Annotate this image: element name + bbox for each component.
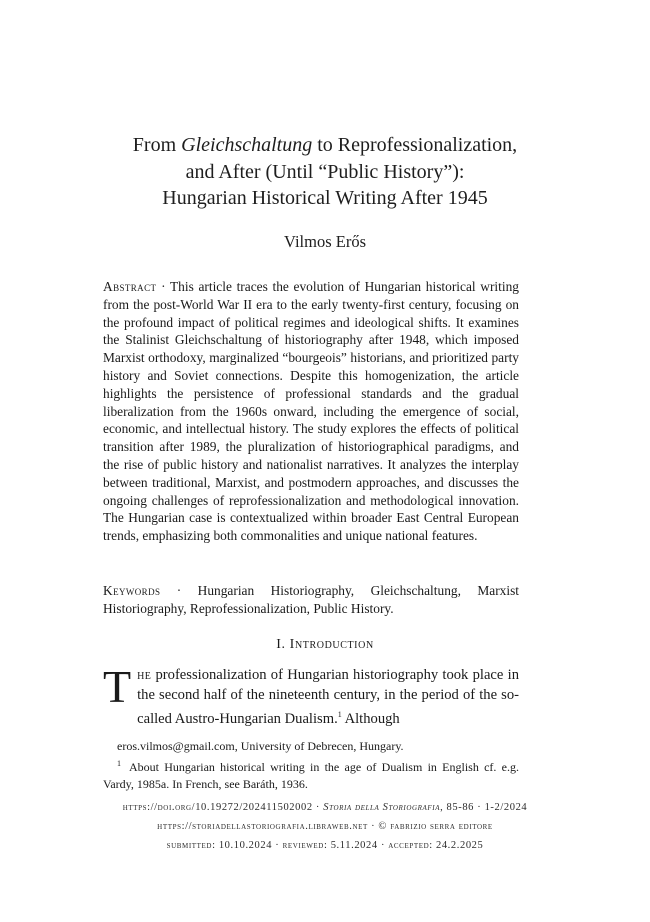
footnote-1-text: About Hungarian historical writing in the age of Dualism in English cf. e.g. Vardy, 1985a. In French, see Baráth, 1936. [103,760,519,791]
keywords-text: Hungarian Historiography, Gleichschaltung, Marxist Historiography, Reprofessionalization, Public History. [103,583,519,616]
footnote-ref-1[interactable]: 1 [337,710,342,719]
abstract-block [103,278,519,545]
title-line-3: Hungarian Historical Writing After 1945 [162,187,488,209]
intro-text-a: professionalization of Hungarian historiography took place in the second half of the nineteenth century, in the period of the so-called Austro-Hungarian Dualism. [137,667,519,727]
title-line-2: and After (Until “Public History”): [185,160,465,183]
drop-cap: T [103,661,132,712]
title-italic-term: Gleichschaltung [181,134,313,156]
title-line-1-start: From [132,134,182,156]
journal-name: Storia della Storiografia [323,802,441,813]
publisher-line[interactable]: https://storiadellastoriografia.libraweb.net · © fabrizio serra editore [157,821,493,832]
keywords-label: Keywords [103,583,161,598]
footnote-1 [103,756,519,792]
intro-paragraph [103,661,519,729]
doi-line [0,802,650,813]
issue-info: , 85-86 · 1-2/2024 [440,802,528,813]
author-affiliation-note: eros.vilmos@gmail.com, University of Debrecen, Hungary. [117,739,404,753]
abstract-text: This article traces the evolution of Hungarian historical writing from the post-World War II era to the early twenty-first century, focusing on the profound impact of political regimes and ideological shifts. It examines the Stalinist Gleichschaltung of historiography after 1948, which imposed Marxist orthodoxy, marginalized “bourgeois” historians, and prioritized party history and Soviet connections. Despite this homogenization, the article highlights the persistence of professional standards and the gradual liberalization from the 1960s onward, including the emergence of social, economic, and intellectual history. The study explores the effects of political transition after 1989, the pluralization of historiographical paradigms, and the rise of public history and nationalist narratives. It analyzes the interplay between traditional, Marxist, and postmodern approaches, and discusses the ongoing challenges of reprofessionalization and methodological innovation. The Hungarian case is contextualized within broader East Central European trends, emphasizing both commonalities and unique national features. [103,279,519,544]
intro-text-b: Although [341,710,400,727]
title-line-1-end: to Reprofessionalization, [312,134,518,156]
abstract-label: Abstract [103,279,157,294]
abstract-separator: · [156,279,170,294]
title-line-1 [60,132,590,159]
article-title [60,132,590,212]
doi-link[interactable]: https://doi.org/10.19272/202411502002 · [122,802,324,813]
dates-line: submitted: 10.10.2024 · reviewed: 5.11.2024 · accepted: 24.2.2025 [166,840,484,851]
footnote-1-number: 1 [117,759,121,768]
keywords-block [103,582,519,618]
author-name: Vilmos Erős [284,232,366,251]
keywords-separator: · [160,583,198,598]
section-heading: I. Introduction [276,637,374,652]
intro-smallcaps: he [137,667,152,683]
